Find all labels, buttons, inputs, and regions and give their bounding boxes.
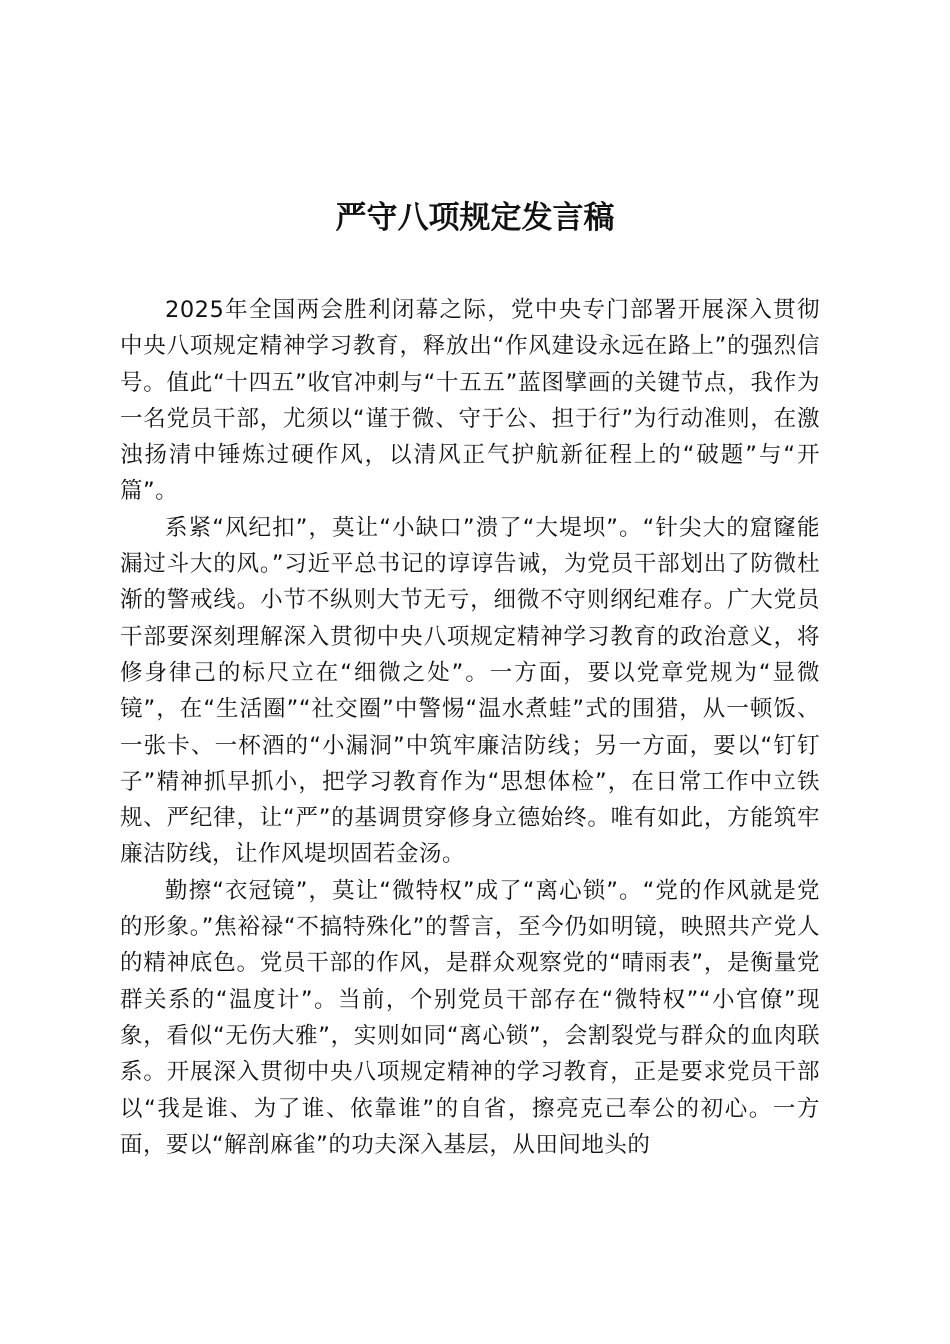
paragraph-2: 系紧“风纪扣”，莫让“小缺口”溃了“大堤坝”。“针尖大的窟窿能漏过斗大的风。”习近平总书记的谆谆告诫，为党员干部划出了防微杜渐的警戒线。小节不纵则大节无亏，细微不守则纲纪难存。广大党员干部要深刻理解深入贯彻中央八项规定精神学习教育的政治意义，将修身律己的标尺立在“细微之处”。一方面，要以党章党规为“显微镜”，在“生活圈”“社交圈”中警惕“温水煮蛙”式的围猎，从一顿饭、一张卡、一杯酒的“小漏洞”中筑牢廉洁防线；另一方面，要以“钉钉子”精神抓早抓小，把学习教育作为“思想体检”，在日常工作中立铁规、严纪律，让“严”的基调贯穿修身立德始终。唯有如此，方能筑牢廉洁防线，让作风堤坝固若金汤。 bbox=[120, 514, 820, 868]
paragraph-3: 勤擦“衣冠镜”，莫让“微特权”成了“离心锁”。“党的作风就是党的形象。”焦裕禄“不搞特殊化”的誓言，至今仍如明镜，映照共产党人的精神底色。党员干部的作风，是群众观察党的“晴雨表”，是衡量党群关系的“温度计”。当前，个别党员干部存在“微特权”“小官僚”现象，看似“无伤大雅”，实则如同“离心锁”，会割裂党与群众的血肉联系。开展深入贯彻中央八项规定精神的学习教育，正是要求党员干部以“我是谁、为了谁、依靠谁”的自省，擦亮克己奉公的初心。一方面，要以“解剖麻雀”的功夫深入基层，从田间地头的 bbox=[120, 877, 820, 1158]
paragraph-1: 2025年全国两会胜利闭幕之际，党中央专门部署开展深入贯彻中央八项规定精神学习教育，释放出“作风建设永远在路上”的强烈信号。值此“十四五”收官冲刺与“十五五”蓝图擘画的关键节点，我作为一名党员干部，尤须以“谨于微、守于公、担于行”为行动准则，在激浊扬清中锤炼过硬作风，以清风正气护航新征程上的“破题”与“开篇”。 bbox=[120, 297, 820, 505]
document-title: 严守八项规定发言稿 bbox=[335, 200, 615, 236]
document-body bbox=[120, 292, 820, 1163]
